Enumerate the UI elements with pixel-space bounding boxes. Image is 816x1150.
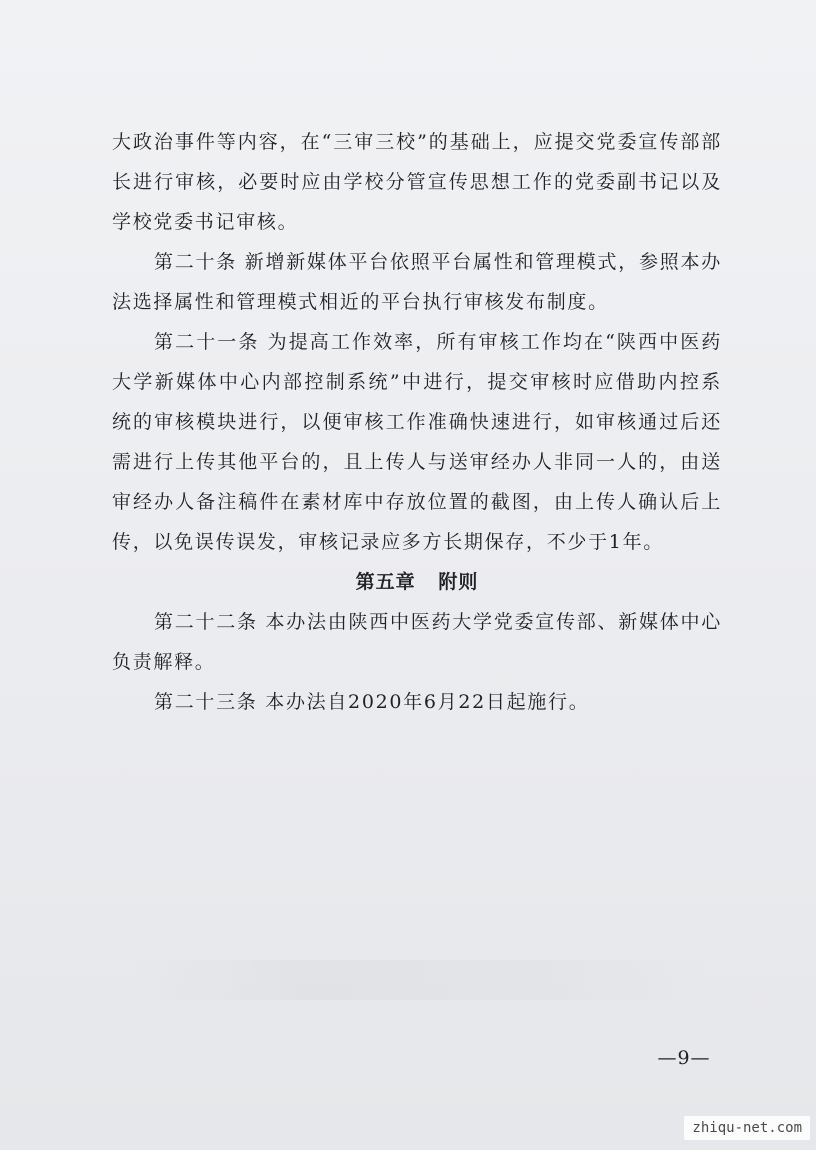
article-22-paragraph: 第二十二条 本办法由陕西中医药大学党委宣传部、新媒体中心负责解释。 [112,611,722,673]
document-body [112,122,722,722]
chapter-heading: 第五章 附则 [355,571,479,593]
article-20-paragraph: 第二十条 新增新媒体平台依照平台属性和管理模式，参照本办法选择属性和管理模式相近的平台执行审核发布制度。 [112,251,722,313]
paragraph-continuation: 大政治事件等内容，在“三审三校”的基础上，应提交党委宣传部部长进行审核，必要时应由学校分管宣传思想工作的党委副书记以及学校党委书记审核。 [112,131,722,233]
page-number: —9— [657,1047,711,1069]
site-watermark: zhiqu-net.com [684,1116,810,1140]
article-21-paragraph: 第二十一条 为提高工作效率，所有审核工作均在“陕西中医药大学新媒体中心内部控制系统”中进行，提交审核时应借助内控系统的审核模块进行，以便审核工作准确快速进行，如审核通过后还需进行上传其他平台的，且上传人与送审经办人非同一人的，由送审经办人备注稿件在素材库中存放位置的截图，由上传人确认后上传，以免误传误发，审核记录应多方长期保存，不少于1年。 [112,331,722,553]
show-through-shadow [130,960,710,1000]
article-23-paragraph: 第二十三条 本办法自2020年6月22日起施行。 [154,691,590,713]
